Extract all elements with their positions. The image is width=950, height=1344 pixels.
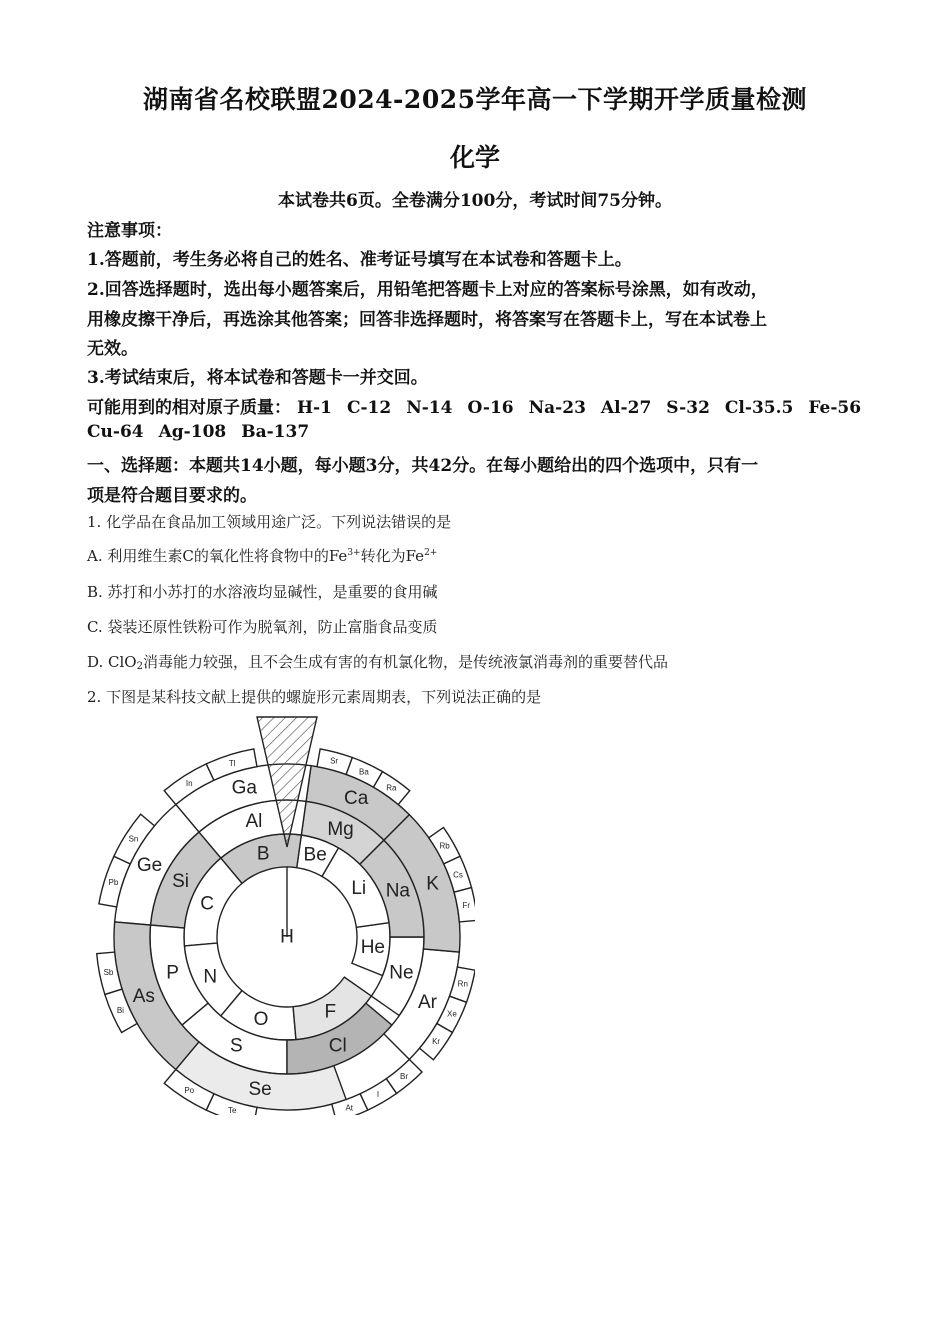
section-heading: 一、选择题：本题共14小题，每小题3分，共42分。在每小题给出的四个选项中，只有一 xyxy=(87,456,759,476)
mass-ba: Ba-137 xyxy=(241,422,310,442)
element-label-h: H xyxy=(280,926,294,948)
note-3: 3.考试结束后，将本试卷和答题卡一并交回。 xyxy=(87,368,428,388)
tab-label-tl: Tl xyxy=(228,758,236,768)
subject-title: 化学 xyxy=(449,143,500,172)
mass-ag: Ag-108 xyxy=(158,422,227,442)
element-label-li: Li xyxy=(351,878,367,900)
q1-option-c: C. 袋装还原性铁粉可作为脱氧剂，防止富脂食品变质 xyxy=(87,618,438,636)
exam-title: 湖南省名校联盟2024-2025学年高一下学期开学质量检测 xyxy=(142,85,808,114)
tab-label-kr: Kr xyxy=(432,1036,441,1046)
q1-stem: 1. 化学品在食品加工领域用途广泛。下列说法错误的是 xyxy=(87,513,452,531)
note-2-cont: 用橡皮擦干净后，再选涂其他答案；回答非选择题时，将答案写在答题卡上，写在本试卷上 xyxy=(87,310,767,330)
element-label-k: K xyxy=(426,873,439,895)
q1-option-a: A. 利用维生素C的氧化性将食物中的$Fe^{3+}$转化为$Fe^{2+}$ xyxy=(87,547,438,565)
atomic-masses-line2 xyxy=(87,422,324,442)
tab-label-rn: Rn xyxy=(457,979,468,989)
tab-label-po: Po xyxy=(184,1085,195,1095)
tab-label-xe: Xe xyxy=(447,1009,457,1019)
q2-stem: 2. 下图是某科技文献上提供的螺旋形元素周期表，下列说法正确的是 xyxy=(87,688,542,706)
tab-label-sr: Sr xyxy=(330,756,339,766)
element-label-c: C xyxy=(200,893,214,915)
mass-fe: Fe-56 xyxy=(808,398,862,418)
q1-option-d: D. ClO$_2$消毒能力较强，且不会生成有害的有机氯化物，是传统液氯消毒剂的重要替代品 xyxy=(87,653,668,672)
tab-label-at: At xyxy=(345,1103,354,1113)
mass-o: O-16 xyxy=(467,398,514,418)
element-label-ge: Ge xyxy=(136,854,163,876)
atomic-masses-line1 xyxy=(87,393,861,418)
element-label-p: P xyxy=(166,962,179,984)
mass-al: Al-27 xyxy=(600,398,652,418)
element-label-ar: Ar xyxy=(417,992,437,1014)
element-label-f: F xyxy=(324,1001,337,1023)
element-label-na: Na xyxy=(385,880,411,902)
tab-label-te: Te xyxy=(228,1106,237,1115)
element-label-al: Al xyxy=(245,811,263,833)
element-label-he: He xyxy=(360,937,386,959)
section-heading-cont: 项是符合题目要求的。 xyxy=(87,486,257,506)
element-label-si: Si xyxy=(172,871,190,893)
tab-label-bi: Bi xyxy=(116,1005,124,1015)
element-label-s: S xyxy=(229,1035,243,1057)
masses-label: 可能用到的相对原子质量： xyxy=(87,398,291,418)
tab-label-pb: Pb xyxy=(108,877,119,887)
mass-n: N-14 xyxy=(406,398,453,418)
mass-cu: Cu-64 xyxy=(87,422,144,442)
element-label-be: Be xyxy=(303,844,327,866)
tab-label-ra: Ra xyxy=(386,783,397,793)
tab-label-fr: Fr xyxy=(462,900,471,910)
tab-label-in: In xyxy=(185,779,193,789)
element-label-n: N xyxy=(203,966,218,988)
mass-h: H-1 xyxy=(297,398,332,418)
element-label-mg: Mg xyxy=(327,819,354,841)
tab-label-br: Br xyxy=(399,1071,408,1081)
element-label-o: O xyxy=(253,1008,269,1030)
tab-label-cs: Cs xyxy=(453,870,463,880)
element-label-ca: Ca xyxy=(344,787,369,809)
element-label-ga: Ga xyxy=(231,777,257,799)
mass-s: S-32 xyxy=(666,398,710,418)
element-label-b: B xyxy=(256,843,270,865)
notes-heading: 注意事项： xyxy=(87,221,172,241)
element-label-se: Se xyxy=(248,1079,272,1101)
tab-label-sn: Sn xyxy=(128,834,139,844)
q1-option-b: B. 苏打和小苏打的水溶液均显碱性，是重要的食用碱 xyxy=(87,583,438,601)
element-label-ne: Ne xyxy=(389,962,414,984)
note-2: 2.回答选择题时，选出每小题答案后，用铅笔把答题卡上对应的答案标号涂黑，如有改动， xyxy=(87,280,768,300)
mass-na: Na-23 xyxy=(528,398,586,418)
tab-label-sb: Sb xyxy=(103,968,114,978)
note-2-end: 无效。 xyxy=(87,339,138,359)
note-1: 1.答题前，考生务必将自己的姓名、准考证号填写在本试卷和答题卡上。 xyxy=(87,250,632,270)
tab-label-rb: Rb xyxy=(439,841,450,851)
tab-label-i: I xyxy=(376,1090,380,1100)
mass-c: C-12 xyxy=(346,398,392,418)
exam-info: 本试卷共6页。全卷满分100分，考试时间75分钟。 xyxy=(278,191,672,211)
spiral-periodic-table xyxy=(95,715,475,1115)
element-label-as: As xyxy=(132,985,155,1007)
mass-cl: Cl-35.5 xyxy=(724,398,794,418)
element-label-cl: Cl xyxy=(328,1035,347,1057)
tab-label-ba: Ba xyxy=(359,767,369,777)
